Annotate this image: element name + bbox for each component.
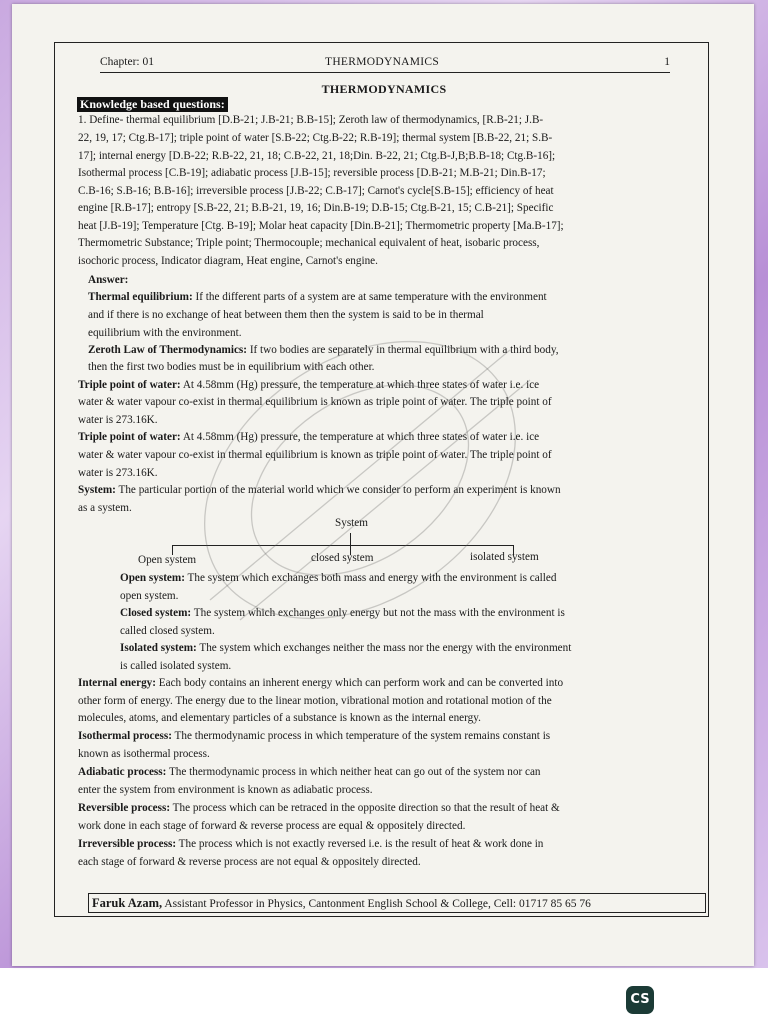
definition-term: Open system: bbox=[120, 572, 185, 584]
definition-line: water is 273.16K. bbox=[78, 467, 158, 479]
definition-term: Triple point of water: bbox=[78, 379, 181, 391]
question-line: isochoric process, Indicator diagram, Heat engine, Carnot's engine. bbox=[78, 255, 378, 267]
definition-line: open system. bbox=[120, 590, 179, 602]
definition-line: then the first two bodies must be in equilibrium with each other. bbox=[88, 361, 375, 373]
subject-label: THERMODYNAMICS bbox=[325, 56, 440, 68]
question-line: engine [R.B-17]; entropy [S.B-22, 21; B.B-21, 19, 16; Din.B-19; D.B-15; Ctg.B-21, 15; C.B-21]; Specific bbox=[78, 202, 554, 214]
author-footer bbox=[88, 893, 706, 913]
question-line: Isothermal process [C.B-19]; adiabatic process [J.B-15]; reversible process [D.B-21; M.B-21; Din.B-17; bbox=[78, 167, 546, 179]
definition-line: known as isothermal process. bbox=[78, 748, 210, 760]
tree-child-closed: closed system bbox=[311, 552, 374, 564]
camscanner-logo-icon: CS bbox=[626, 986, 654, 1014]
definition-line: enter the system from environment is known as adiabatic process. bbox=[78, 784, 373, 796]
definition-line: other form of energy. The energy due to the linear motion, vibrational motion and rotational motion of the bbox=[78, 695, 552, 707]
definition-term: Reversible process: bbox=[78, 802, 171, 814]
question-line: 17]; internal energy [D.B-22; R.B-22, 21, 18; C.B-22, 21, 18;Din. B-22, 21; Ctg.B-J,B;B.B-18; Ctg.B-16]; bbox=[78, 150, 556, 162]
definition-triple-point bbox=[78, 377, 539, 395]
definition-line: molecules, atoms, and elementary particles of a substance is known as the internal energy. bbox=[78, 712, 481, 724]
definition-line: is called isolated system. bbox=[120, 660, 232, 672]
definition-line: work done in each stage of forward & reverse process are equal & oppositely directed. bbox=[78, 820, 466, 832]
definition-term: System: bbox=[78, 484, 116, 496]
definition-text: The particular portion of the material world which we consider to perform an experiment is known bbox=[115, 484, 561, 496]
definition-text: The system which exchanges only energy but not the mass with the environment is bbox=[191, 607, 565, 619]
definition-text: The system which exchanges both mass and energy with the environment is called bbox=[184, 572, 557, 584]
definition-isolated-system bbox=[120, 640, 571, 658]
definition-isothermal bbox=[78, 728, 550, 746]
definition-term: Closed system: bbox=[120, 607, 192, 619]
tree-root: System bbox=[335, 517, 368, 529]
definition-line: water & water vapour co-exist in thermal equilibrium is known as triple point of water. The triple point of bbox=[78, 449, 552, 461]
tree-child-isolated: isolated system bbox=[470, 551, 539, 563]
question-line: 22, 19, 17; Ctg.B-17]; triple point of water [S.B-22; Ctg.B-22; R.B-19]; thermal system [B.B-22, 21; S.B- bbox=[78, 132, 553, 144]
definition-closed-system bbox=[120, 605, 565, 623]
definition-system bbox=[78, 482, 561, 500]
definition-term: Triple point of water: bbox=[78, 431, 181, 443]
definition-irreversible bbox=[78, 836, 543, 854]
definition-term: Isolated system: bbox=[120, 642, 197, 654]
definition-line: equilibrium with the environment. bbox=[88, 327, 242, 339]
question-line: 1. Define- thermal equilibrium [D.B-21; J.B-21; B.B-15]; Zeroth law of thermodynamics, [R.B-21; J.B- bbox=[78, 114, 544, 126]
definition-text: The system which exchanges neither the mass nor the energy with the environment bbox=[196, 642, 572, 654]
definition-term: Adiabatic process: bbox=[78, 766, 167, 778]
definition-text: The thermodynamic process in which neither heat can go out of the system nor can bbox=[166, 766, 541, 778]
answer-label: Answer: bbox=[88, 274, 129, 286]
definition-text: At 4.58mm (Hg) pressure, the temperature at which three states of water i.e. ice bbox=[180, 379, 540, 391]
page-header bbox=[100, 56, 670, 73]
question-line: Thermometric Substance; Triple point; Thermocouple; mechanical equivalent of heat, isobaric process, bbox=[78, 237, 540, 249]
definition-internal-energy bbox=[78, 675, 563, 693]
author-name: Faruk Azam, bbox=[92, 896, 163, 910]
definition-text: If the different parts of a system are at same temperature with the environment bbox=[192, 291, 547, 303]
definition-line: as a system. bbox=[78, 502, 132, 514]
definition-term: Internal energy: bbox=[78, 677, 156, 689]
page-number: 1 bbox=[664, 56, 670, 68]
tree-connector bbox=[350, 533, 351, 545]
section-label: Knowledge based questions: bbox=[77, 97, 228, 112]
definition-text: At 4.58mm (Hg) pressure, the temperature at which three states of water i.e. ice bbox=[180, 431, 540, 443]
definition-term: Thermal equilibrium: bbox=[88, 291, 193, 303]
definition-triple-point bbox=[78, 429, 539, 447]
definition-line: called closed system. bbox=[120, 625, 215, 637]
definition-thermal-equilibrium bbox=[88, 289, 547, 307]
definition-zeroth-law bbox=[88, 342, 559, 360]
definition-open-system bbox=[120, 570, 556, 588]
definition-line: water is 273.16K. bbox=[78, 414, 158, 426]
definition-text: If two bodies are separately in thermal equilibrium with a third body, bbox=[247, 344, 559, 356]
author-details: Assistant Professor in Physics, Cantonment English School & College, Cell: 01717 85 65 76 bbox=[162, 898, 591, 910]
definition-text: Each body contains an inherent energy which can perform work and can be converted into bbox=[156, 677, 564, 689]
definition-term: Irreversible process: bbox=[78, 838, 177, 850]
definition-term: Zeroth Law of Thermodynamics: bbox=[88, 344, 248, 356]
definition-text: The thermodynamic process in which temperature of the system remains constant is bbox=[171, 730, 551, 742]
question-line: C.B-16; S.B-16; B.B-16]; irreversible process [J.B-22; C.B-17]; Carnot's cycle[S.B-15]; efficiency of heat bbox=[78, 185, 554, 197]
definition-text: The process which can be retraced in the opposite direction so that the result of heat & bbox=[170, 802, 560, 814]
page-title: THERMODYNAMICS bbox=[321, 82, 447, 96]
definition-line: each stage of forward & reverse process are not equal & oppositely directed. bbox=[78, 856, 421, 868]
tree-connector bbox=[172, 545, 514, 546]
definition-line: water & water vapour co-exist in thermal equilibrium is known as triple point of water. The triple point of bbox=[78, 396, 552, 408]
chapter-label: Chapter: 01 bbox=[100, 56, 154, 68]
tree-child-open: Open system bbox=[138, 554, 197, 566]
definition-term: Isothermal process: bbox=[78, 730, 172, 742]
question-line: heat [J.B-19]; Temperature [Ctg. B-19]; Molar heat capacity [Din.B-21]; Thermometric property [Ma.B-17]; bbox=[78, 220, 564, 232]
definition-adiabatic bbox=[78, 764, 541, 782]
definition-reversible bbox=[78, 800, 560, 818]
definition-line: and if there is no exchange of heat between them then the system is said to be in thermal bbox=[88, 309, 484, 321]
definition-text: The process which is not exactly reversed i.e. is the result of heat & work done in bbox=[176, 838, 544, 850]
